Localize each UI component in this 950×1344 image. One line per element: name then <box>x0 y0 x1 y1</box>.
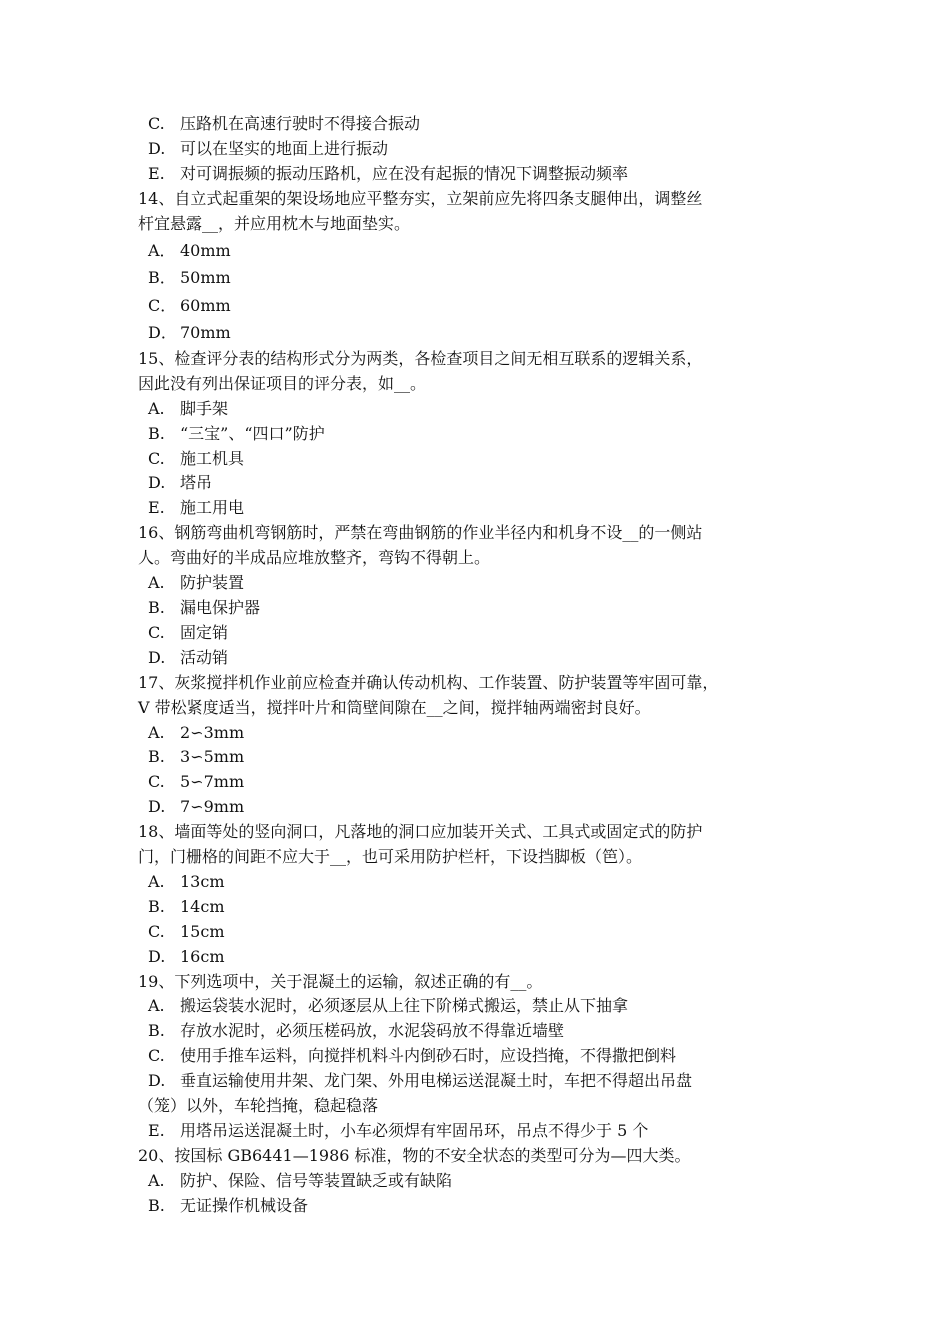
option-text: 5∽7mm <box>180 772 245 792</box>
option-letter: B. <box>148 1021 165 1041</box>
answer-option <box>138 1019 818 1044</box>
option-letter: D. <box>148 473 166 493</box>
option-letter: D. <box>148 647 166 667</box>
answer-option <box>138 994 818 1019</box>
option-letter: D. <box>148 1071 166 1091</box>
question-stem <box>138 347 818 397</box>
answer-option <box>138 571 818 596</box>
question-line: 19、下列选项中，关于混凝土的运输，叙述正确的有__。 <box>138 971 543 991</box>
option-letter: E. <box>148 163 165 183</box>
option-text: 3∽5mm <box>180 747 245 767</box>
option-letter: C. <box>148 772 165 792</box>
option-text: 对可调振频的振动压路机，应在没有起振的情况下调整振动频率 <box>180 163 629 183</box>
option-letter: B. <box>148 747 165 767</box>
option-letter: B． <box>148 268 176 288</box>
answer-option <box>138 745 818 770</box>
answer-option <box>138 1044 818 1069</box>
option-text: “三宝”、“四口”防护 <box>180 423 325 443</box>
answer-option <box>138 621 818 646</box>
answer-option <box>138 1194 818 1219</box>
option-letter: D. <box>148 946 166 966</box>
option-text: 漏电保护器 <box>180 597 261 617</box>
option-letter: A. <box>148 573 165 593</box>
option-letter: C. <box>148 921 165 941</box>
option-letter: A. <box>148 1170 165 1190</box>
answer-option <box>138 162 818 187</box>
question-line: 18、墙面等处的竖向洞口，凡落地的洞口应加装开关式、工具式或固定式的防护 <box>138 822 703 842</box>
answer-option <box>138 1069 818 1119</box>
answer-option <box>138 770 818 795</box>
option-letter: E. <box>148 498 165 518</box>
answer-option <box>138 237 818 265</box>
answer-option <box>138 646 818 671</box>
question-line: 门，门栅格的间距不应大于__，也可采用防护栏杆，下设挡脚板（笆）。 <box>138 847 643 867</box>
option-letter: C. <box>148 622 165 642</box>
option-text: 15cm <box>180 921 225 941</box>
option-text: 50mm <box>180 268 231 288</box>
answer-option <box>138 319 818 347</box>
option-text: 防护装置 <box>180 573 245 593</box>
option-text: 可以在坚实的地面上进行振动 <box>180 138 389 158</box>
option-letter: B. <box>148 1195 165 1215</box>
option-letter: C. <box>148 114 165 133</box>
question-line: 人。弯曲好的半成品应堆放整齐，弯钩不得朝上。 <box>138 548 491 568</box>
answer-option <box>138 292 818 320</box>
option-letter: C． <box>148 295 177 315</box>
question-stem <box>138 187 818 237</box>
option-letter: C. <box>148 1046 165 1066</box>
answer-option <box>138 945 818 970</box>
option-letter: A． <box>148 240 176 260</box>
answer-option <box>138 112 818 137</box>
answer-option <box>138 397 818 422</box>
option-letter: A. <box>148 996 165 1016</box>
question-line: 16、钢筋弯曲机弯钢筋时，严禁在弯曲钢筋的作业半径内和机身不设__的一侧站 <box>138 523 703 543</box>
option-text: 搬运袋装水泥时，必须逐层从上往下阶梯式搬运，禁止从下抽拿 <box>180 996 629 1016</box>
option-text: 7∽9mm <box>180 797 245 817</box>
option-text: 塔吊 <box>180 473 213 493</box>
option-text: 固定销 <box>180 622 229 642</box>
option-text: 脚手架 <box>180 398 229 418</box>
option-text: 无证操作机械设备 <box>180 1195 309 1215</box>
option-text: 用塔吊运送混凝土时，小车必须焊有牢固吊环，吊点不得少于 5 个 <box>180 1121 649 1140</box>
answer-option <box>138 721 818 746</box>
answer-option <box>138 496 818 521</box>
option-letter: E. <box>148 1121 165 1140</box>
option-text: 施工机具 <box>180 448 245 468</box>
option-text: 防护、保险、信号等装置缺乏或有缺陷 <box>180 1170 453 1190</box>
question-list <box>138 112 818 1219</box>
option-text: 70mm <box>180 323 231 343</box>
answer-option <box>138 920 818 945</box>
answer-option <box>138 870 818 895</box>
answer-option <box>138 1119 818 1144</box>
option-text: 压路机在高速行驶时不得接合振动 <box>180 114 421 133</box>
option-text: 施工用电 <box>180 498 245 518</box>
option-letter: B. <box>148 896 165 916</box>
answer-option <box>138 895 818 920</box>
answer-option <box>138 1169 818 1194</box>
option-letter: D. <box>148 797 166 817</box>
answer-option <box>138 596 818 621</box>
question-line: V 带松紧度适当，搅拌叶片和筒壁间隙在__之间，搅拌轴两端密封良好。 <box>138 697 651 717</box>
question-stem <box>138 521 818 571</box>
option-text: 14cm <box>180 896 225 916</box>
question-line: 因此没有列出保证项目的评分表，如__。 <box>138 373 427 393</box>
option-text: 13cm <box>180 871 225 891</box>
answer-option <box>138 795 818 820</box>
option-text: 活动销 <box>180 647 229 667</box>
question-line: 14、自立式起重架的架设场地应平整夯实，立架前应先将四条支腿伸出，调整丝 <box>138 188 703 208</box>
question-stem <box>138 1144 818 1169</box>
option-text: 存放水泥时，必须压槎码放，水泥袋码放不得靠近墙壁 <box>180 1021 565 1041</box>
question-stem <box>138 970 818 995</box>
answer-option <box>138 422 818 447</box>
option-letter: B. <box>148 597 165 617</box>
option-letter: D. <box>148 138 166 158</box>
question-line: 15、检查评分表的结构形式分为两类，各检查项目之间无相互联系的逻辑关系， <box>138 348 703 368</box>
question-stem <box>138 820 818 870</box>
option-text: 60mm <box>180 295 231 315</box>
option-text: 使用手推车运料，向搅拌机料斗内倒砂石时，应设挡掩，不得撒把倒料 <box>180 1046 677 1066</box>
option-letter: C. <box>148 448 165 468</box>
option-letter: A. <box>148 722 165 742</box>
question-stem <box>138 671 818 721</box>
answer-option <box>138 447 818 472</box>
option-text: 40mm <box>180 240 231 260</box>
answer-option <box>138 264 818 292</box>
option-text: 垂直运输使用井架、龙门架、外用电梯运送混凝土时，车把不得超出吊盘 <box>180 1071 693 1091</box>
answer-option <box>138 471 818 496</box>
question-line: 20、按国标 GB6441—1986 标准，物的不安全状态的类型可分为—四大类。 <box>138 1145 691 1165</box>
question-line: 17、灰浆搅拌机作业前应检查并确认传动机构、工作装置、防护装置等牢固可靠， <box>138 672 719 692</box>
option-letter: D． <box>148 323 177 343</box>
option-text: 16cm <box>180 946 225 966</box>
answer-option <box>138 137 818 162</box>
option-text: 2∽3mm <box>180 722 245 742</box>
option-letter: A. <box>148 871 165 891</box>
option-letter: B. <box>148 423 165 443</box>
option-text-continued: （笼）以外，车轮挡掩，稳起稳落 <box>138 1096 379 1116</box>
option-letter: A. <box>148 398 165 418</box>
question-line: 杆宜悬露__，并应用枕木与地面垫实。 <box>138 213 411 233</box>
